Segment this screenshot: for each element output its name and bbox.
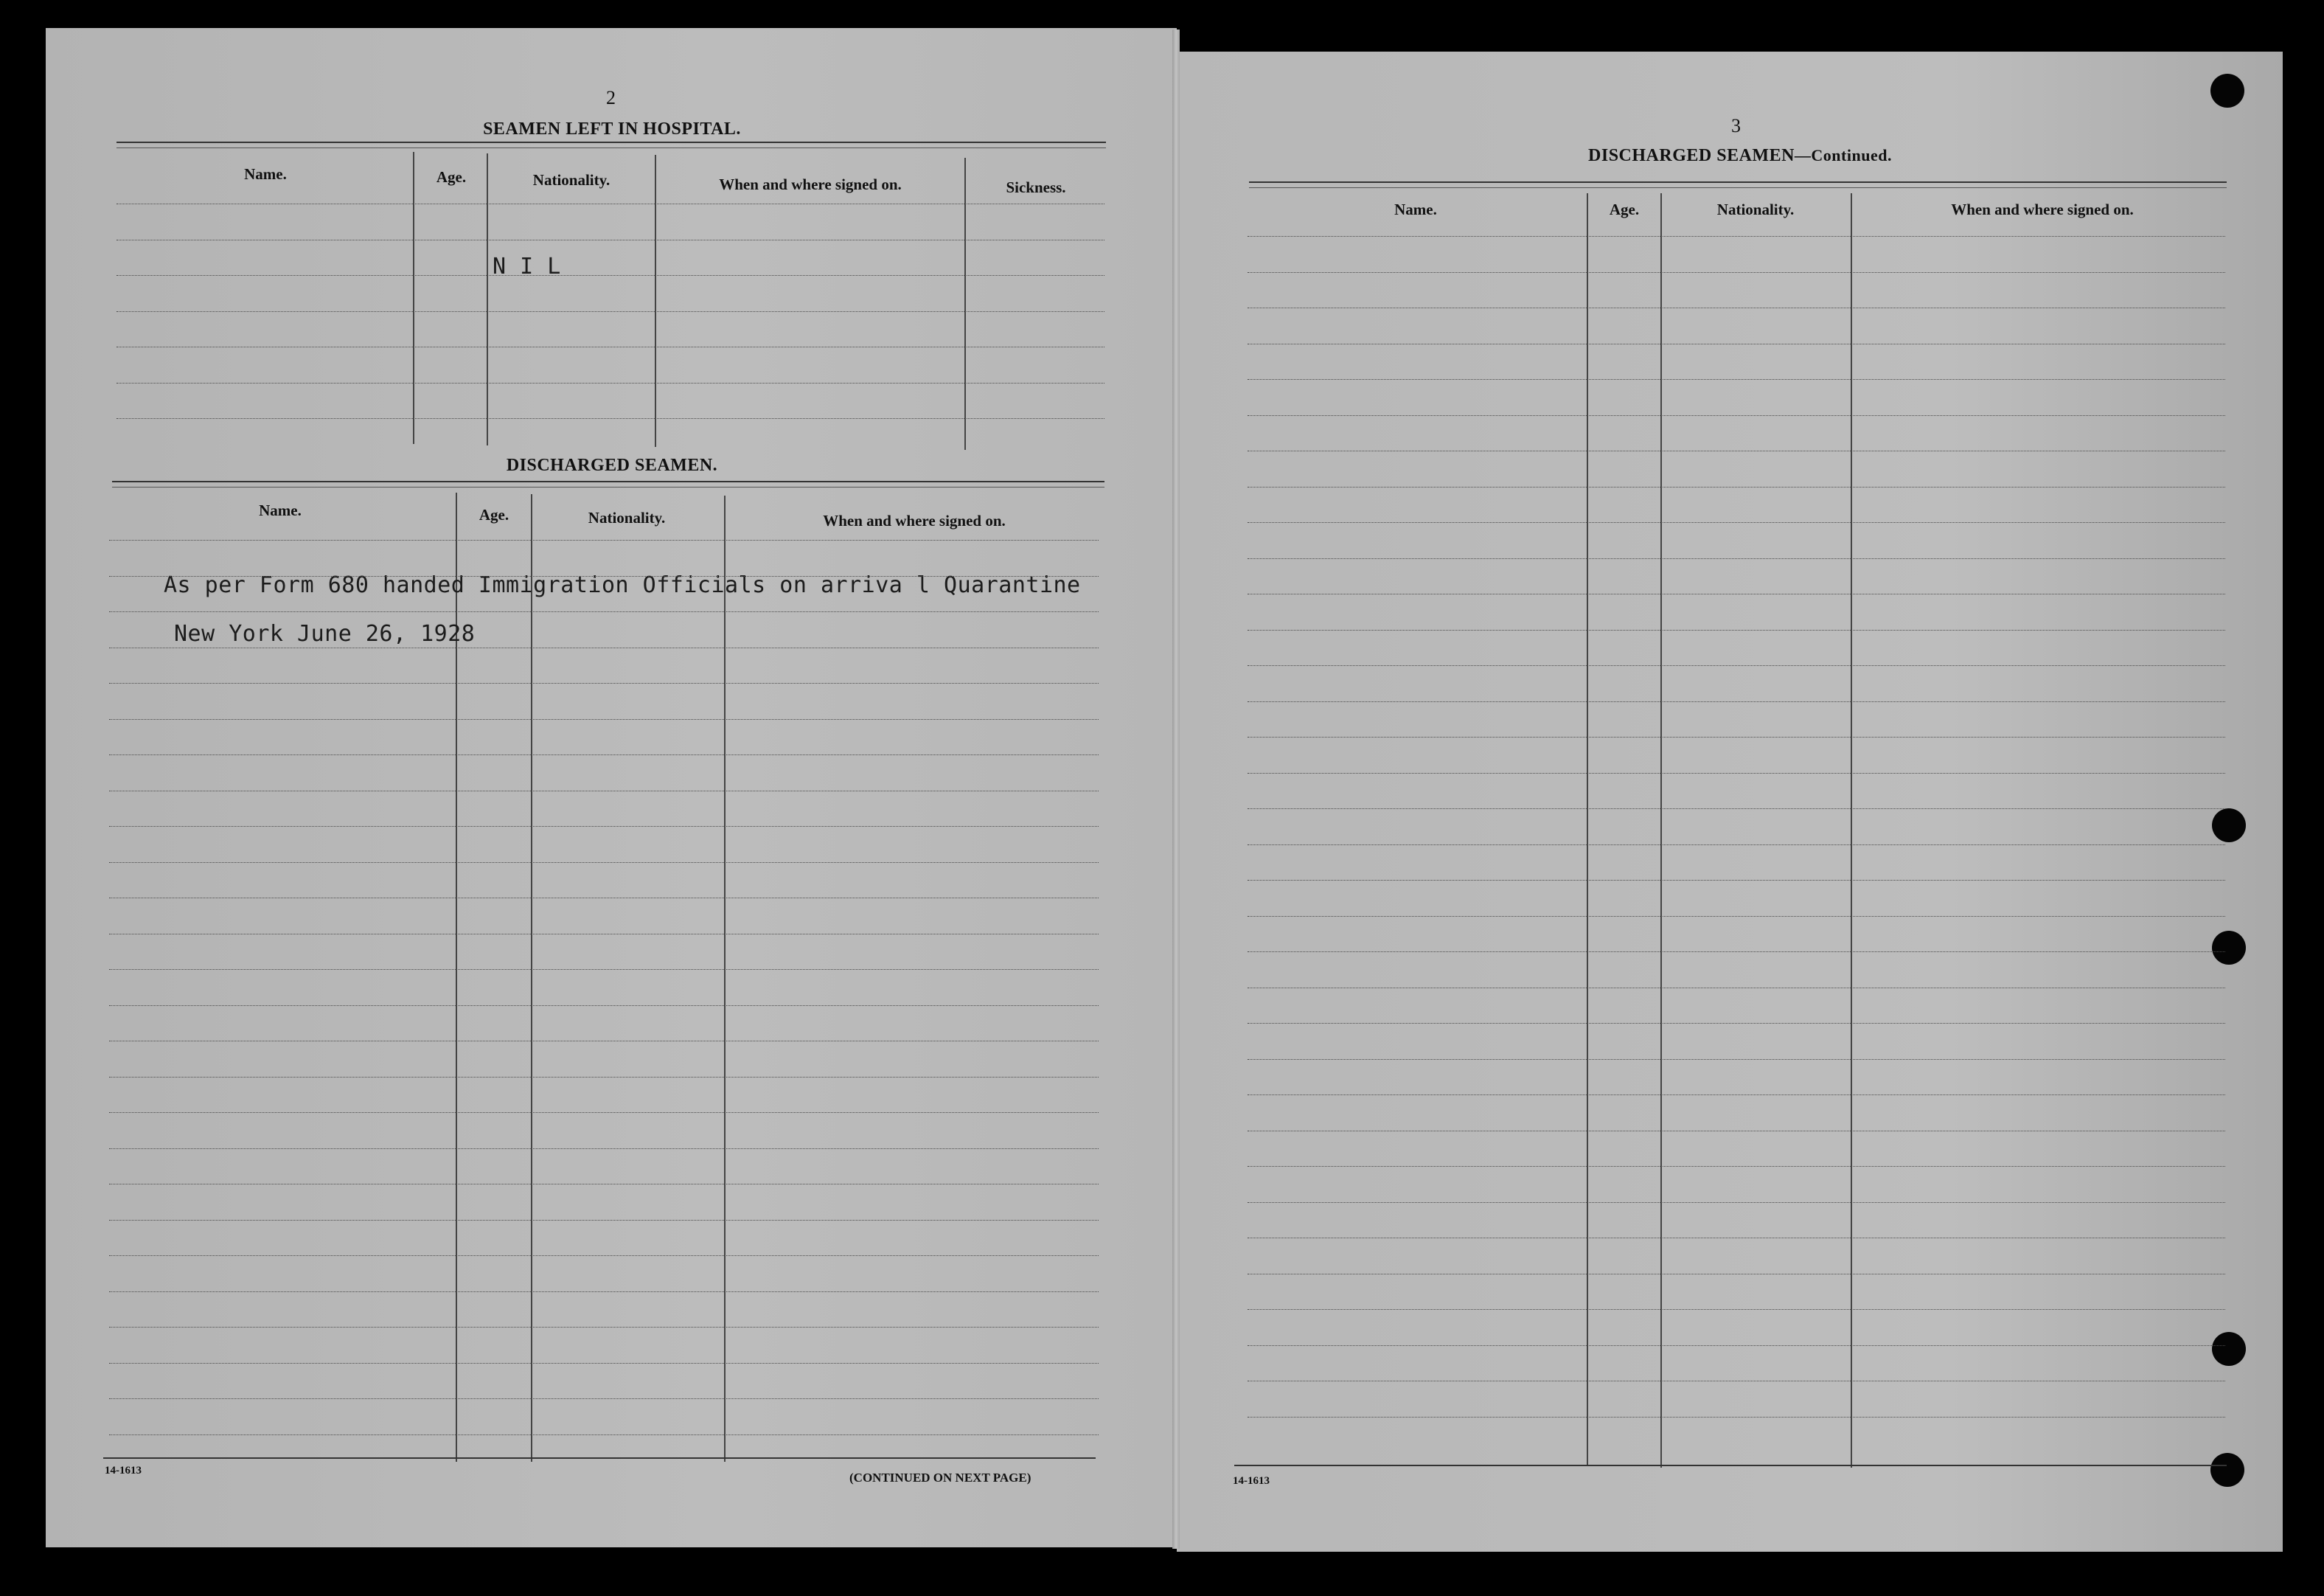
right-col-name: Name. xyxy=(1394,201,1437,218)
punch-hole xyxy=(2212,931,2246,965)
hospital-col-signed-on: When and where signed on. xyxy=(719,176,902,193)
discharged-row-line xyxy=(109,611,1099,612)
left-form-number: 14-1613 xyxy=(105,1465,142,1477)
left-page-number: 2 xyxy=(606,87,616,108)
page-fold xyxy=(1172,30,1180,1549)
right-page-number: 3 xyxy=(1731,115,1741,136)
right-section-title xyxy=(1534,146,1946,166)
right-col-divider xyxy=(1587,193,1588,1466)
discharged-row-line xyxy=(109,1291,1099,1292)
punch-hole xyxy=(2210,74,2244,108)
right-page xyxy=(1177,52,2283,1552)
right-row-line xyxy=(1248,701,2225,702)
right-row-line xyxy=(1248,1023,2225,1024)
discharged-row-line xyxy=(109,1363,1099,1364)
hospital-row-line xyxy=(116,383,1104,384)
right-row-line xyxy=(1248,487,2225,488)
right-row-line xyxy=(1248,1094,2225,1095)
hospital-col-age: Age. xyxy=(436,168,467,186)
discharged-col-divider xyxy=(724,496,726,1462)
hospital-row-line xyxy=(116,418,1104,419)
hospital-col-divider xyxy=(413,152,414,444)
right-row-line xyxy=(1248,880,2225,881)
right-title-main: DISCHARGED SEAMEN xyxy=(1588,146,1795,165)
right-bottom-rule xyxy=(1234,1465,2227,1466)
right-row-line xyxy=(1248,808,2225,809)
right-row-line xyxy=(1248,737,2225,738)
right-row-line xyxy=(1248,1417,2225,1418)
right-row-line xyxy=(1248,558,2225,559)
right-row-line xyxy=(1248,844,2225,845)
discharged-row-line xyxy=(109,826,1099,827)
discharged-row-line xyxy=(109,576,1099,577)
right-row-line xyxy=(1248,1166,2225,1167)
discharged-row-line xyxy=(109,540,1099,541)
discharged-col-name: Name. xyxy=(259,502,302,519)
hospital-row-line xyxy=(116,311,1104,312)
left-bottom-rule xyxy=(103,1457,1096,1459)
discharged-row-line xyxy=(109,1327,1099,1328)
discharged-row-line xyxy=(109,1398,1099,1399)
left-page xyxy=(46,28,1177,1547)
discharged-row-line xyxy=(109,1077,1099,1078)
right-col-divider xyxy=(1660,193,1662,1468)
right-col-divider xyxy=(1851,193,1852,1468)
right-row-line xyxy=(1248,630,2225,631)
discharged-row-line xyxy=(109,754,1099,755)
right-row-line xyxy=(1248,773,2225,774)
right-col-nationality: Nationality. xyxy=(1716,201,1795,218)
hospital-col-sickness: Sickness. xyxy=(1006,178,1066,196)
hospital-col-nationality: Nationality. xyxy=(532,171,610,189)
right-form-number: 14-1613 xyxy=(1233,1475,1270,1487)
right-row-line xyxy=(1248,272,2225,273)
right-col-age: Age. xyxy=(1609,201,1640,218)
punch-hole xyxy=(2210,1453,2244,1487)
punch-hole xyxy=(2212,1332,2246,1366)
discharged-col-signed-on: When and where signed on. xyxy=(823,512,1006,530)
hospital-row-line xyxy=(116,275,1104,276)
hospital-col-divider xyxy=(964,158,966,450)
right-row-line xyxy=(1248,916,2225,917)
discharged-col-nationality: Nationality. xyxy=(588,509,666,527)
right-table-top-rule-2 xyxy=(1249,187,2227,188)
right-row-line xyxy=(1248,1345,2225,1346)
right-row-line xyxy=(1248,951,2225,952)
discharged-table-top-rule-2 xyxy=(112,487,1104,488)
discharged-table-top-rule xyxy=(112,481,1104,482)
discharged-col-divider xyxy=(531,494,532,1462)
discharged-col-age: Age. xyxy=(479,506,509,524)
discharged-row-line xyxy=(109,683,1099,684)
discharged-row-line xyxy=(109,1255,1099,1256)
discharged-section-title: DISCHARGED SEAMEN. xyxy=(506,456,718,475)
right-row-line xyxy=(1248,665,2225,666)
discharged-row-line xyxy=(109,1220,1099,1221)
discharged-typed-line-1: As per Form 680 handed Immigration Officials on arriva l Quarantine xyxy=(164,572,1081,598)
right-row-line xyxy=(1248,415,2225,416)
right-table-top-rule xyxy=(1249,181,2227,183)
hospital-section-title: SEAMEN LEFT IN HOSPITAL. xyxy=(483,119,741,139)
right-col-signed-on: When and where signed on. xyxy=(1951,201,2134,218)
right-row-line xyxy=(1248,379,2225,380)
discharged-row-line xyxy=(109,1434,1099,1435)
discharged-typed-line-2: New York June 26, 1928 xyxy=(174,621,476,647)
right-row-line xyxy=(1248,1309,2225,1310)
right-row-line xyxy=(1248,1202,2225,1203)
continued-footer: (CONTINUED ON NEXT PAGE) xyxy=(849,1471,1031,1485)
discharged-row-line xyxy=(109,1148,1099,1149)
right-row-line xyxy=(1248,236,2225,237)
hospital-table-top-rule xyxy=(116,142,1106,143)
discharged-row-line xyxy=(109,862,1099,863)
hospital-col-divider xyxy=(655,155,656,447)
right-title-suffix: —Continued. xyxy=(1794,146,1892,164)
discharged-row-line xyxy=(109,969,1099,970)
discharged-row-line xyxy=(109,1112,1099,1113)
discharged-row-line xyxy=(109,1005,1099,1006)
hospital-col-name: Name. xyxy=(244,165,287,183)
punch-hole xyxy=(2212,808,2246,842)
right-row-line xyxy=(1248,522,2225,523)
hospital-col-divider xyxy=(487,153,488,445)
right-row-line xyxy=(1248,1059,2225,1060)
discharged-row-line xyxy=(109,719,1099,720)
hospital-nil-entry: N I L xyxy=(493,254,561,280)
